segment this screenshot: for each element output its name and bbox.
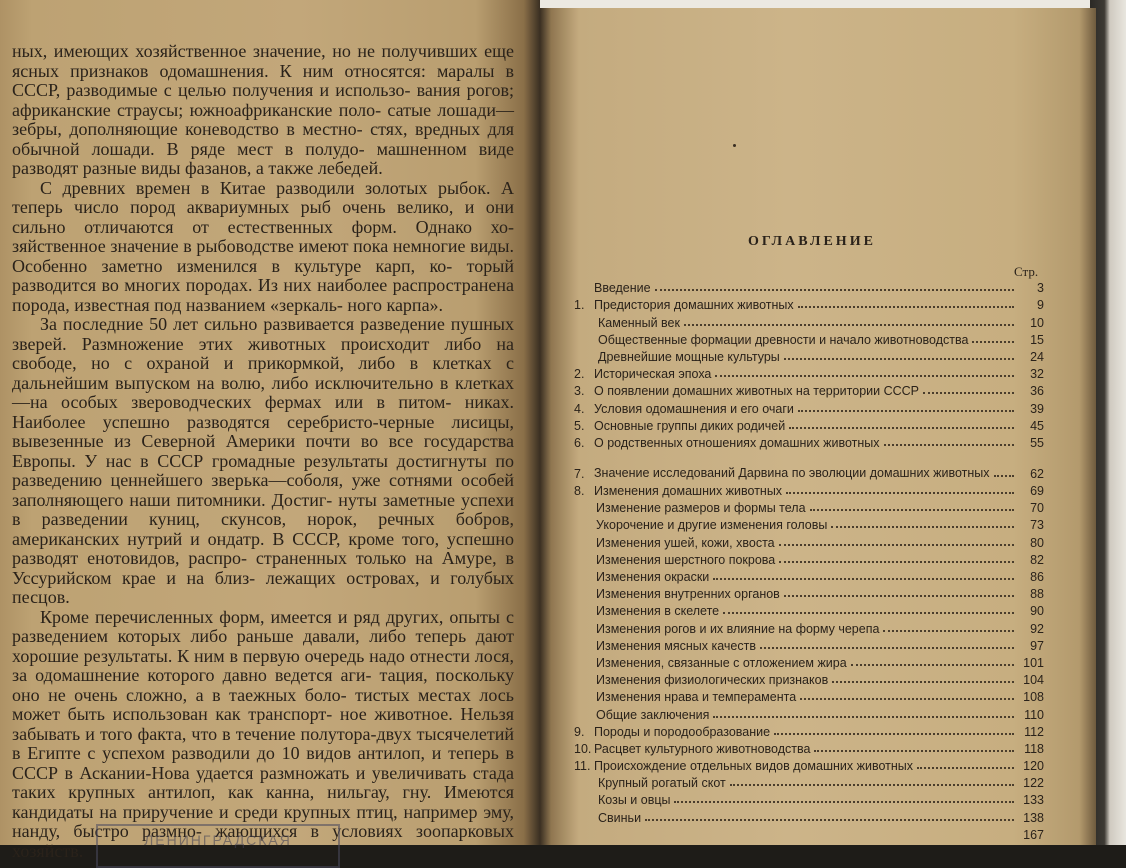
text-line: жающихся в условиях зоопарковых хозяйств. [12,821,514,861]
toc-entry [574,807,1044,824]
text-line: лебедей. [317,158,383,178]
text-line: лежащих островах, и голубых песцов. [12,567,514,607]
paragraph [12,315,514,608]
toc-entry-label: Изменение размеров и формы тела [596,501,806,516]
text-line: и среди крупных птиц, например эму, нанду, быстро размно- [12,801,515,841]
toc-entry-page: 9 [1037,298,1044,313]
toc-entry [574,790,1044,807]
toc-entry [574,481,1044,498]
toc-entry-page: 110 [1024,707,1044,722]
toc-entry [574,330,1044,347]
text-line: еще ясных признаков одомашнения. К ним относятся: [12,41,514,81]
toc-entry-label: Предистория домашних животных [594,298,794,313]
toc-dot-leader [779,544,1014,546]
toc-entry-page: 118 [1024,741,1044,756]
toc-dot-leader [723,612,1014,614]
text-line: размножать и увеличивать стада таких крупных антилоп, [12,762,515,802]
toc-entry-label: Древнейшие мощные культуры [598,349,780,364]
toc-dot-leader [917,767,1014,769]
toc-dot-leader [994,475,1014,477]
toc-entry-number: 2. [574,367,585,382]
toc-entry-label: Изменения физиологических признаков [596,673,829,688]
toc-entry [574,653,1044,670]
toc-entry [574,825,1044,842]
toc-entry-page: 39 [1030,401,1044,416]
toc-entry [574,618,1044,635]
text-line: вания рогов; африканские страусы; южноафриканские поло- [12,80,515,120]
toc-entry-label: Значение исследований Дарвина по эволюции домашних животных [594,466,990,481]
toc-dot-leader [883,630,1014,632]
toc-dot-leader [713,578,1014,580]
toc-entry [574,416,1044,433]
text-line: отнести лося, за одомашнение которого давно ведется аги- [12,645,514,685]
toc-entry-label: Изменения ушей, кожи, хвоста [596,535,775,550]
toc-entry-label: Изменения рогов и их влияние на форму черепа [596,621,880,636]
toc-page-column-header: Стр. [1014,264,1039,279]
toc-entry [574,739,1044,756]
toc-entry-label: Изменения в скелете [596,604,720,619]
toc-entry [574,364,1044,381]
text-line: За последние 50 лет сильно развивается разведение пушных [40,314,514,334]
toc-dot-leader [784,358,1014,360]
text-line: страненных только на Амуре, в Уссурийском крае и на близ- [12,548,515,588]
toc-dot-leader [800,698,1014,700]
text-line: ное животное. Нельзя забывать и того факта, что в течение [12,704,514,744]
toc-dot-leader [774,733,1014,735]
toc-dot-leader [798,410,1014,412]
text-line: дают хорошие результаты. К ним в первую очередь надо [12,626,514,666]
text-line: В СССР, кроме того, успешно разводят енотовидов, распро- [12,528,515,568]
text-line: до 10 видов антилоп, и теперь в СССР в Аскании-Нова удается [12,743,514,783]
text-line: торый разводится во многих породах. Из них наиболее [12,255,514,295]
toc-entry [574,450,1044,481]
toc-dot-leader [674,801,1014,803]
toc-entry-page: 101 [1023,655,1044,670]
toc-dot-leader [784,595,1014,597]
toc-entry [574,532,1044,549]
toc-entry-label: Крупный рогатый скот [598,776,726,791]
toc-entry-page: 88 [1030,587,1044,602]
text-line: А теперь число пород аквариумных рыб очень велико, и [12,177,514,217]
toc-entry-page: 133 [1023,793,1044,808]
toc-entry-number: 1. [574,298,585,313]
toc-entry [574,601,1044,618]
toc-entry-page: 97 [1030,638,1044,653]
text-line: как канна, нильгау, гну. Имеются кандидаты на приручение [12,782,515,822]
toc-entry-page: 82 [1030,552,1044,567]
toc-entry-label: Условия одомашнения и его очаги [594,401,794,416]
toc-entry-page: 73 [1030,518,1044,533]
toc-entry-number: 11. [574,759,591,774]
toc-dot-leader [798,306,1014,308]
toc-entry [574,347,1044,364]
toc-entry-label: Общие заключения [596,707,710,722]
text-line: тация, поскольку оно не очень сложно, а в таежных боло- [12,665,515,705]
text-line: уже сотнями особей заполняющего наши питомники. Достиг- [12,470,514,510]
text-line: лисицы, вывезенные из Северной Америки почти во все [12,411,514,451]
toc-entry-label: Козы и овцы [598,793,671,808]
body-text [12,42,514,861]
text-line: они сильно отличаются от естественных форм. Однако хо- [12,197,514,237]
text-line: тистых местах лось может быть использован как транспорт- [12,684,514,724]
text-line: стях, вредных для обычной лошади. В ряде мест в полудо- [12,119,515,159]
toc-entry-label: Введение [594,281,651,296]
toc-entry [574,567,1044,584]
toc-dot-leader [730,784,1014,786]
toc-entry-label: Изменения, связанные с отложением жира [596,655,847,670]
toc-entry-number: 4. [574,401,585,416]
toc-entry-page: 138 [1023,810,1044,825]
toc-entry [574,584,1044,601]
toc-dot-leader [832,681,1014,683]
toc-entry-number: 8. [574,484,585,499]
text-line: зверей. Размножение этих животных происходит либо [12,333,482,354]
toc-dot-leader [972,341,1014,343]
toc-entry [574,515,1044,532]
toc-dot-leader [779,561,1014,563]
toc-dot-leader [851,664,1014,666]
right-page [540,8,1096,845]
toc-entry-label: Расцвет культурного животноводства [594,741,811,756]
toc-entry [574,433,1044,450]
toc-entry-page: 104 [1023,673,1044,688]
toc-entry-page: 120 [1023,759,1044,774]
toc-entry-number: 3. [574,384,585,399]
ink-dot [733,144,736,147]
toc-entry-page: 112 [1024,724,1044,739]
left-page [0,0,540,861]
toc-entry-page: 122 [1023,776,1044,791]
toc-entry-page: 167 [1023,827,1044,842]
toc-entry-label: Укорочение и другие изменения головы [596,518,828,533]
text-line: Кроме перечисленных форм, имеется и ряд других, опыты [40,606,501,627]
text-line: маралы в СССР, разводимые с целью получения и использо- [12,60,515,100]
toc-dot-leader [715,375,1014,377]
toc-entry-label: Свиньи [598,810,642,825]
toc-entry-label: Породы и породообразование [594,724,771,739]
toc-dot-leader [786,492,1014,494]
toc-entry [574,498,1044,515]
toc-entry-label: Происхождение отдельных видов домашних животных [594,759,913,774]
toc-entry-number: 7. [574,466,585,481]
toc-dot-leader [884,444,1015,446]
toc-entry-number: 10. [574,741,592,756]
toc-dot-leader [810,509,1014,511]
text-line: никах. Наиболее успешно разводятся серебристо-черные [12,392,515,432]
text-line: государства Европы. У нас в СССР громадные результаты [12,431,515,471]
toc-entry-page: 86 [1030,570,1044,584]
toc-entry-page: 15 [1030,332,1044,347]
toc-entry-label: О родственных отношениях домашних животных [594,435,880,450]
toc-entry-label: Изменения нрава и темперамента [596,690,797,705]
text-line: ного карпа». [347,294,444,315]
text-line: на свободе, но с охраной и прикормкой, либо в клетках [12,333,515,373]
toc-dot-leader [923,392,1014,394]
toc-entry [574,312,1044,329]
text-line: полутора-двух тысячелетий в Египте с успехом разводили [12,723,515,763]
text-line: виды. Особенно заметно изменился в культуре карп, ко- [12,236,514,276]
text-line: нуты заметные успехи в разведении куниц, скунсов, [12,489,514,529]
table-of-contents [574,278,1044,842]
toc-entry-page: 80 [1030,535,1044,550]
toc-entry [574,550,1044,567]
toc-dot-leader [760,647,1014,649]
toc-dot-leader [655,289,1014,291]
paragraph [12,179,514,316]
toc-entry-page: 92 [1030,621,1044,636]
toc-entry-label: О появлении домашних животных на территории СССР [594,384,920,399]
toc-entry-label: Основные группы диких родичей [594,418,786,433]
text-line: зяйственное значение в рыбоводстве имеют пока немногие [12,236,466,256]
text-line: норок, речных бобров, американских нутрий и ондатр. [12,509,515,549]
toc-entry-label: Изменения шерстного покрова [596,552,776,567]
toc-entry-page: 32 [1030,367,1044,382]
toc-entry [574,722,1044,739]
toc-entry-page: 24 [1030,349,1044,364]
toc-entry [574,773,1044,790]
text-line: С древних времен в Китае разводили золотых рыбок. [40,177,491,198]
toc-title: ОГЛАВЛЕНИЕ [748,234,876,249]
toc-entry-page: 70 [1030,501,1044,516]
toc-entry-page: 55 [1030,435,1044,450]
text-line: с разведением которых либо раньше давали, либо теперь [12,606,515,646]
toc-entry-label: Общественные формации древности и начало животноводства [598,332,969,347]
toc-dot-leader [831,526,1014,528]
text-line: ных, имеющих хозяйственное значение, но не получивших [12,41,478,61]
toc-entry-page: 62 [1030,466,1044,481]
toc-entry-label: Историческая эпоха [594,367,712,382]
toc-entry-page: 10 [1030,315,1044,330]
toc-entry [574,278,1044,295]
toc-dot-leader [789,427,1014,429]
toc-dot-leader [814,750,1014,752]
toc-entry-page: 36 [1030,384,1044,399]
paragraph [12,42,514,179]
toc-entry [574,381,1044,398]
toc-entry-label: Изменения домашних животных [594,484,783,499]
toc-dot-leader [645,819,1014,821]
paragraph [12,608,514,862]
toc-entry-label: Изменения окраски [596,570,710,584]
toc-entry [574,398,1044,415]
text-line: распространена порода, известная под названием «зеркаль- [12,275,514,315]
text-line: сатые лошади—зебры, дополняющие коневодство в местно- [12,99,515,139]
library-stamp: ЛЕНИНГРАДСКАЯ [96,824,340,868]
toc-entry [574,704,1044,721]
toc-entry-label: Изменения мясных качеств [596,638,756,653]
toc-entry-label: Изменения внутренних органов [596,587,780,602]
toc-entry [574,687,1044,704]
toc-entry-page: 108 [1023,690,1044,705]
toc-dot-leader [684,324,1014,326]
toc-dot-leader [713,716,1014,718]
toc-entry-label: Каменный век [598,315,680,330]
toc-entry-page: 90 [1030,604,1044,619]
text-line: машненном виде разводят разные виды фазанов, а также [12,138,514,178]
toc-entry-number: 5. [574,418,585,433]
toc-entry-page: 69 [1030,484,1044,499]
toc-entry [574,670,1044,687]
toc-entry [574,756,1044,773]
toc-entry-number: 9. [574,724,585,739]
toc-entry-page: 45 [1030,418,1044,433]
text-line: в клетках—на особых звероводческих фермах или в питом- [12,372,515,412]
toc-entry [574,636,1044,653]
toc-entry-number: 6. [574,435,585,450]
text-line: достигнуты по разведению ценнейшего зверька—соболя, [12,450,515,490]
toc-entry-page: 3 [1037,281,1044,296]
text-line: с дальнейшим выпуском на волю, либо исключительно [12,353,514,393]
toc-entry [574,295,1044,312]
